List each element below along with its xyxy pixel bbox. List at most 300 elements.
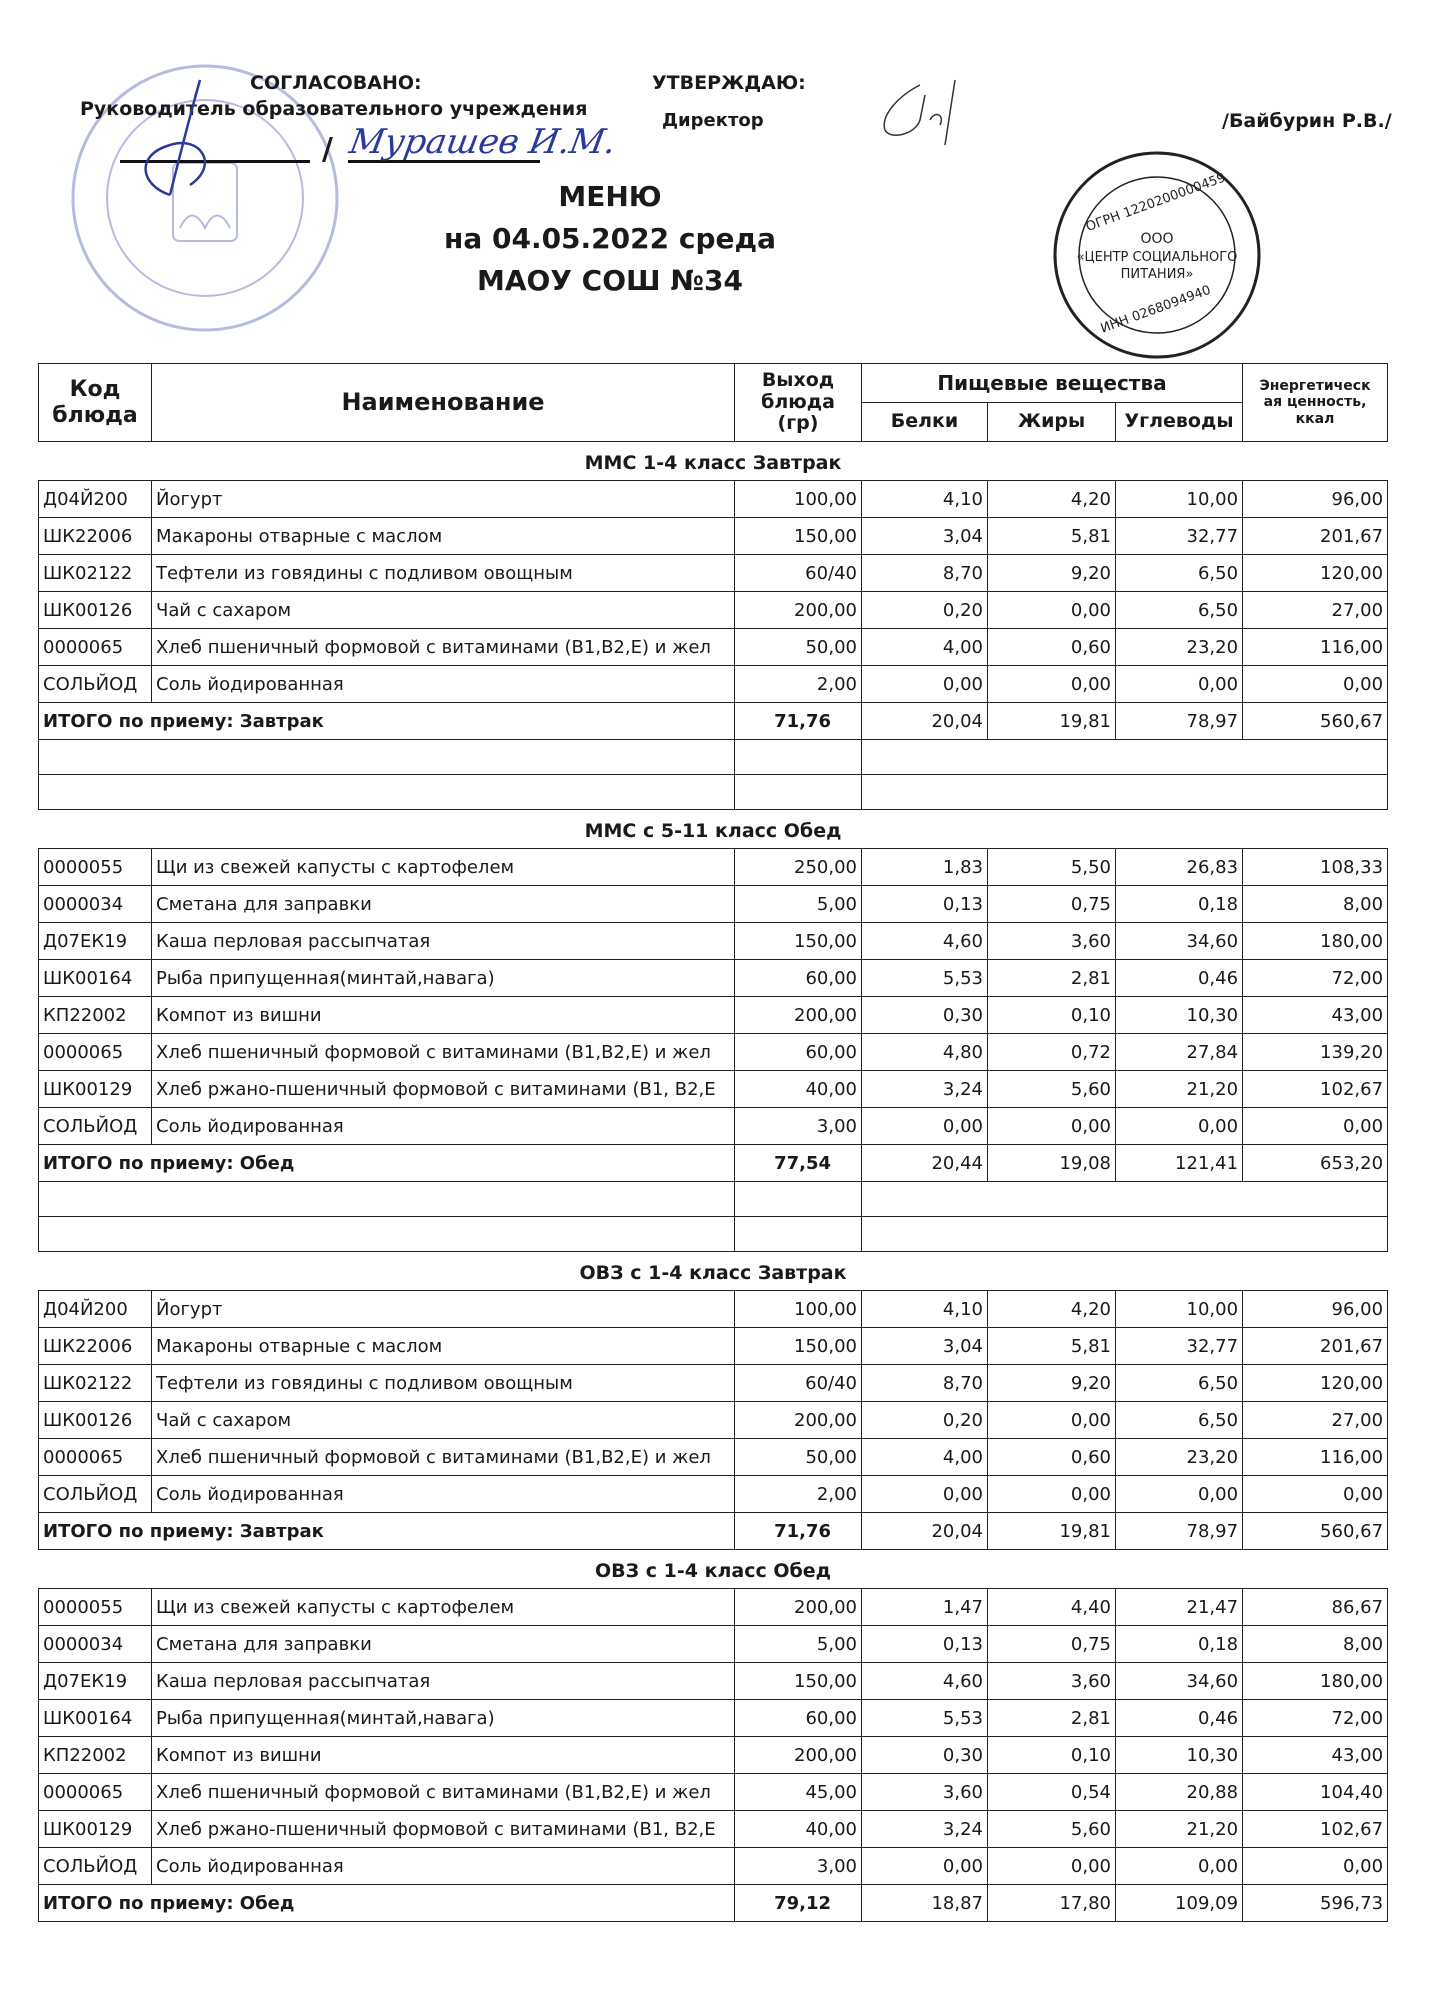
dish-protein: 0,20	[862, 1402, 988, 1439]
dish-name: Макароны отварные с маслом	[152, 1328, 735, 1365]
stamp-inn: ИНН 0268094940	[1098, 282, 1213, 337]
dish-code: СОЛЬЙОД	[39, 1108, 152, 1145]
dish-energy: 43,00	[1243, 997, 1388, 1034]
dish-output: 250,00	[735, 849, 862, 886]
total-row	[39, 1513, 1388, 1550]
dish-energy: 0,00	[1243, 1108, 1388, 1145]
dish-output: 150,00	[735, 923, 862, 960]
dish-code: Д04Й200	[39, 1291, 152, 1328]
dish-name: Каша перловая рассыпчатая	[152, 1663, 735, 1700]
dish-fat: 5,50	[988, 849, 1116, 886]
dish-output: 100,00	[735, 1291, 862, 1328]
approved-label: СОГЛАСОВАНО:	[250, 72, 422, 94]
dish-fat: 4,20	[988, 481, 1116, 518]
dish-code: ШК22006	[39, 518, 152, 555]
dish-protein: 4,10	[862, 1291, 988, 1328]
dish-name: Соль йодированная	[152, 1848, 735, 1885]
blank-cell	[862, 740, 1388, 775]
dish-protein: 4,00	[862, 1439, 988, 1476]
blank-cell	[39, 1182, 735, 1217]
dish-carbs: 10,30	[1116, 997, 1243, 1034]
total-output: 71,76	[735, 1513, 862, 1550]
dish-carbs: 0,18	[1116, 886, 1243, 923]
dish-name: Чай с сахаром	[152, 592, 735, 629]
dish-energy: 139,20	[1243, 1034, 1388, 1071]
header-protein: Белки	[862, 403, 988, 442]
dish-name: Хлеб пшеничный формовой с витаминами (В1,В2,Е) и жел	[152, 629, 735, 666]
dish-fat: 2,81	[988, 960, 1116, 997]
dish-fat: 0,54	[988, 1774, 1116, 1811]
section-title: ММС 1-4 класс Завтрак	[584, 452, 842, 474]
dish-carbs: 10,00	[1116, 1291, 1243, 1328]
confirm-label: УТВЕРЖДАЮ:	[652, 72, 806, 94]
dish-fat: 9,20	[988, 555, 1116, 592]
dish-output: 40,00	[735, 1811, 862, 1848]
approved-role: Руководитель образовательного учреждения	[80, 98, 588, 120]
dish-protein: 0,13	[862, 1626, 988, 1663]
dish-name: Каша перловая рассыпчатая	[152, 923, 735, 960]
dish-code: 0000055	[39, 1589, 152, 1626]
table-row	[39, 1811, 1388, 1848]
total-output: 79,12	[735, 1885, 862, 1922]
dish-energy: 27,00	[1243, 1402, 1388, 1439]
dish-energy: 108,33	[1243, 849, 1388, 886]
dish-output: 60/40	[735, 555, 862, 592]
dish-code: ШК00129	[39, 1811, 152, 1848]
dish-code: ШК00164	[39, 960, 152, 997]
dish-carbs: 21,47	[1116, 1589, 1243, 1626]
header-code: Код блюда	[39, 364, 152, 442]
dish-code: ШК02122	[39, 1365, 152, 1402]
table-row	[39, 1365, 1388, 1402]
dish-fat: 0,10	[988, 1737, 1116, 1774]
total-carbs: 109,09	[1116, 1885, 1243, 1922]
dish-carbs: 32,77	[1116, 518, 1243, 555]
table-row	[39, 1476, 1388, 1513]
blank-cell	[39, 740, 735, 775]
menu-table-body	[39, 442, 1388, 1922]
section-header-row	[39, 442, 1388, 481]
dish-name: Хлеб пшеничный формовой с витаминами (В1,В2,Е) и жел	[152, 1774, 735, 1811]
table-row	[39, 1402, 1388, 1439]
dish-carbs: 23,20	[1116, 1439, 1243, 1476]
dish-carbs: 26,83	[1116, 849, 1243, 886]
dish-output: 2,00	[735, 666, 862, 703]
stamp-org-type: ООО	[1140, 231, 1174, 247]
header-nutrients: Пищевые вещества	[862, 364, 1243, 403]
dish-protein: 3,04	[862, 1328, 988, 1365]
dish-fat: 0,75	[988, 1626, 1116, 1663]
dish-energy: 180,00	[1243, 1663, 1388, 1700]
dish-name: Соль йодированная	[152, 666, 735, 703]
dish-energy: 0,00	[1243, 1848, 1388, 1885]
dish-carbs: 0,46	[1116, 1700, 1243, 1737]
total-label: ИТОГО по приему: Обед	[39, 1145, 735, 1182]
dish-output: 5,00	[735, 886, 862, 923]
dish-code: Д04Й200	[39, 481, 152, 518]
total-output: 71,76	[735, 703, 862, 740]
dish-code: КП22002	[39, 1737, 152, 1774]
dish-output: 200,00	[735, 997, 862, 1034]
director-signature-icon	[870, 75, 980, 150]
total-label: ИТОГО по приему: Завтрак	[39, 703, 735, 740]
dish-carbs: 6,50	[1116, 555, 1243, 592]
dish-fat: 2,81	[988, 1700, 1116, 1737]
dish-output: 150,00	[735, 1328, 862, 1365]
total-energy: 560,67	[1243, 703, 1388, 740]
table-row	[39, 518, 1388, 555]
dish-output: 100,00	[735, 481, 862, 518]
table-row	[39, 1774, 1388, 1811]
dish-protein: 4,10	[862, 481, 988, 518]
dish-output: 150,00	[735, 518, 862, 555]
table-row	[39, 960, 1388, 997]
blank-cell	[39, 1217, 735, 1252]
section-title: ММС с 5-11 класс Обед	[584, 820, 842, 842]
blank-cell	[862, 1217, 1388, 1252]
dish-output: 50,00	[735, 1439, 862, 1476]
header-name: Наименование	[152, 364, 735, 442]
table-row	[39, 1034, 1388, 1071]
dish-name: Компот из вишни	[152, 1737, 735, 1774]
dish-output: 60,00	[735, 1034, 862, 1071]
dish-protein: 1,47	[862, 1589, 988, 1626]
dish-code: ШК22006	[39, 1328, 152, 1365]
section-title: ОВЗ с 1-4 класс Завтрак	[579, 1262, 847, 1284]
stamp-org-name: «ЦЕНТР СОЦИАЛЬНОГО	[1076, 250, 1238, 265]
section-header-row	[39, 1252, 1388, 1291]
menu-table	[38, 363, 1388, 1922]
total-row	[39, 703, 1388, 740]
total-energy: 560,67	[1243, 1513, 1388, 1550]
section-header-row	[39, 810, 1388, 849]
dish-output: 200,00	[735, 1737, 862, 1774]
dish-carbs: 0,18	[1116, 1626, 1243, 1663]
dish-energy: 201,67	[1243, 518, 1388, 555]
dish-name: Макароны отварные с маслом	[152, 518, 735, 555]
dish-fat: 0,00	[988, 1402, 1116, 1439]
table-row	[39, 1108, 1388, 1145]
dish-output: 45,00	[735, 1774, 862, 1811]
dish-carbs: 0,46	[1116, 960, 1243, 997]
dish-code: ШК00129	[39, 1071, 152, 1108]
dish-code: 0000055	[39, 849, 152, 886]
dish-name: Щи из свежей капусты с картофелем	[152, 1589, 735, 1626]
dish-carbs: 0,00	[1116, 666, 1243, 703]
dish-carbs: 0,00	[1116, 1848, 1243, 1885]
table-row	[39, 997, 1388, 1034]
table-row	[39, 1626, 1388, 1663]
handwritten-signature-name: Мурашев И.М.	[346, 122, 620, 162]
dish-fat: 0,10	[988, 997, 1116, 1034]
header-output: Выход блюда (гр)	[735, 364, 862, 442]
table-row	[39, 481, 1388, 518]
dish-code: ШК00164	[39, 1700, 152, 1737]
dish-fat: 0,00	[988, 1108, 1116, 1145]
dish-fat: 5,81	[988, 518, 1116, 555]
table-row	[39, 923, 1388, 960]
dish-output: 2,00	[735, 1476, 862, 1513]
dish-name: Соль йодированная	[152, 1476, 735, 1513]
dish-name: Соль йодированная	[152, 1108, 735, 1145]
dish-energy: 116,00	[1243, 629, 1388, 666]
dish-energy: 120,00	[1243, 1365, 1388, 1402]
dish-protein: 0,20	[862, 592, 988, 629]
dish-energy: 120,00	[1243, 555, 1388, 592]
dish-code: Д07ЕК19	[39, 923, 152, 960]
total-energy: 596,73	[1243, 1885, 1388, 1922]
blank-cell	[735, 1182, 862, 1217]
dish-fat: 0,00	[988, 666, 1116, 703]
dish-name: Щи из свежей капусты с картофелем	[152, 849, 735, 886]
blank-cell	[735, 740, 862, 775]
total-output: 77,54	[735, 1145, 862, 1182]
dish-fat: 0,00	[988, 1848, 1116, 1885]
dish-fat: 9,20	[988, 1365, 1116, 1402]
stamp-org-name-2: ПИТАНИЯ»	[1120, 267, 1194, 282]
signature-separator: /	[322, 132, 333, 167]
dish-fat: 4,20	[988, 1291, 1116, 1328]
dish-fat: 0,00	[988, 1476, 1116, 1513]
dish-protein: 3,60	[862, 1774, 988, 1811]
company-seal-stamp	[1050, 148, 1265, 363]
dish-carbs: 6,50	[1116, 1365, 1243, 1402]
dish-energy: 102,67	[1243, 1071, 1388, 1108]
dish-name: Рыба припущенная(минтай,навага)	[152, 1700, 735, 1737]
dish-code: 0000065	[39, 1439, 152, 1476]
dish-fat: 4,40	[988, 1589, 1116, 1626]
dish-carbs: 34,60	[1116, 923, 1243, 960]
dish-protein: 0,30	[862, 1737, 988, 1774]
signature-icon	[130, 75, 250, 205]
total-energy: 653,20	[1243, 1145, 1388, 1182]
dish-energy: 104,40	[1243, 1774, 1388, 1811]
dish-name: Сметана для заправки	[152, 1626, 735, 1663]
dish-code: ШК00126	[39, 1402, 152, 1439]
dish-name: Компот из вишни	[152, 997, 735, 1034]
header-energy: Энергетическ ая ценность, ккал	[1243, 364, 1388, 442]
table-row	[39, 1589, 1388, 1626]
dish-output: 60,00	[735, 960, 862, 997]
table-row	[39, 886, 1388, 923]
table-row	[39, 1737, 1388, 1774]
dish-name: Тефтели из говядины с подливом овощным	[152, 555, 735, 592]
table-row	[39, 1071, 1388, 1108]
dish-name: Хлеб пшеничный формовой с витаминами (В1,В2,Е) и жел	[152, 1439, 735, 1476]
table-row	[39, 1291, 1388, 1328]
dish-protein: 0,13	[862, 886, 988, 923]
dish-fat: 3,60	[988, 1663, 1116, 1700]
dish-code: Д07ЕК19	[39, 1663, 152, 1700]
dish-energy: 116,00	[1243, 1439, 1388, 1476]
dish-code: СОЛЬЙОД	[39, 1476, 152, 1513]
dish-energy: 96,00	[1243, 481, 1388, 518]
dish-carbs: 6,50	[1116, 1402, 1243, 1439]
dish-energy: 43,00	[1243, 1737, 1388, 1774]
dish-energy: 8,00	[1243, 886, 1388, 923]
dish-protein: 0,00	[862, 1848, 988, 1885]
dish-carbs: 0,00	[1116, 1476, 1243, 1513]
total-carbs: 121,41	[1116, 1145, 1243, 1182]
dish-code: ШК00126	[39, 592, 152, 629]
dish-protein: 5,53	[862, 1700, 988, 1737]
total-carbs: 78,97	[1116, 1513, 1243, 1550]
dish-carbs: 34,60	[1116, 1663, 1243, 1700]
total-label: ИТОГО по приему: Обед	[39, 1885, 735, 1922]
dish-output: 50,00	[735, 629, 862, 666]
dish-code: СОЛЬЙОД	[39, 666, 152, 703]
dish-protein: 0,00	[862, 1476, 988, 1513]
blank-row	[39, 1182, 1388, 1217]
dish-protein: 3,24	[862, 1811, 988, 1848]
dish-energy: 0,00	[1243, 666, 1388, 703]
blank-cell	[862, 775, 1388, 810]
dish-output: 200,00	[735, 1589, 862, 1626]
dish-name: Хлеб пшеничный формовой с витаминами (В1,В2,Е) и жел	[152, 1034, 735, 1071]
total-fat: 19,81	[988, 1513, 1116, 1550]
dish-protein: 0,00	[862, 666, 988, 703]
dish-output: 60,00	[735, 1700, 862, 1737]
document-title: МЕНЮ	[558, 180, 662, 213]
dish-carbs: 10,00	[1116, 481, 1243, 518]
total-fat: 17,80	[988, 1885, 1116, 1922]
dish-fat: 0,75	[988, 886, 1116, 923]
table-row	[39, 592, 1388, 629]
dish-protein: 4,00	[862, 629, 988, 666]
dish-carbs: 32,77	[1116, 1328, 1243, 1365]
dish-output: 5,00	[735, 1626, 862, 1663]
dish-output: 3,00	[735, 1108, 862, 1145]
dish-carbs: 21,20	[1116, 1811, 1243, 1848]
director-role: Директор	[662, 110, 764, 131]
stamp-ogrn: ОГРН 1220200000459	[1083, 170, 1228, 235]
dish-energy: 72,00	[1243, 960, 1388, 997]
dish-carbs: 23,20	[1116, 629, 1243, 666]
dish-fat: 3,60	[988, 923, 1116, 960]
dish-protein: 5,53	[862, 960, 988, 997]
dish-protein: 0,00	[862, 1108, 988, 1145]
dish-energy: 0,00	[1243, 1476, 1388, 1513]
total-label: ИТОГО по приему: Завтрак	[39, 1513, 735, 1550]
blank-row	[39, 740, 1388, 775]
blank-row	[39, 775, 1388, 810]
dish-code: 0000065	[39, 1774, 152, 1811]
dish-name: Йогурт	[152, 1291, 735, 1328]
dish-protein: 3,24	[862, 1071, 988, 1108]
total-row	[39, 1145, 1388, 1182]
dish-energy: 72,00	[1243, 1700, 1388, 1737]
total-row	[39, 1885, 1388, 1922]
dish-output: 3,00	[735, 1848, 862, 1885]
dish-code: КП22002	[39, 997, 152, 1034]
blank-cell	[862, 1182, 1388, 1217]
dish-code: 0000065	[39, 1034, 152, 1071]
dish-code: 0000065	[39, 629, 152, 666]
dish-protein: 3,04	[862, 518, 988, 555]
dish-fat: 0,60	[988, 1439, 1116, 1476]
dish-carbs: 27,84	[1116, 1034, 1243, 1071]
dish-fat: 0,60	[988, 629, 1116, 666]
dish-carbs: 10,30	[1116, 1737, 1243, 1774]
dish-name: Хлеб ржано-пшеничный формовой с витаминами (В1, В2,Е	[152, 1811, 735, 1848]
dish-energy: 86,67	[1243, 1589, 1388, 1626]
dish-energy: 180,00	[1243, 923, 1388, 960]
total-protein: 20,04	[862, 1513, 988, 1550]
blank-cell	[735, 1217, 862, 1252]
total-protein: 20,04	[862, 703, 988, 740]
dish-protein: 8,70	[862, 1365, 988, 1402]
dish-name: Рыба припущенная(минтай,навага)	[152, 960, 735, 997]
dish-fat: 0,72	[988, 1034, 1116, 1071]
dish-name: Йогурт	[152, 481, 735, 518]
table-row	[39, 629, 1388, 666]
dish-carbs: 20,88	[1116, 1774, 1243, 1811]
dish-output: 40,00	[735, 1071, 862, 1108]
dish-output: 200,00	[735, 592, 862, 629]
dish-code: 0000034	[39, 1626, 152, 1663]
dish-protein: 4,60	[862, 923, 988, 960]
dish-protein: 1,83	[862, 849, 988, 886]
dish-energy: 8,00	[1243, 1626, 1388, 1663]
dish-fat: 5,81	[988, 1328, 1116, 1365]
dish-code: СОЛЬЙОД	[39, 1848, 152, 1885]
dish-protein: 4,80	[862, 1034, 988, 1071]
dish-protein: 0,30	[862, 997, 988, 1034]
total-protein: 20,44	[862, 1145, 988, 1182]
dish-energy: 201,67	[1243, 1328, 1388, 1365]
blank-cell	[39, 775, 735, 810]
dish-fat: 5,60	[988, 1071, 1116, 1108]
dish-name: Чай с сахаром	[152, 1402, 735, 1439]
dish-protein: 4,60	[862, 1663, 988, 1700]
dish-carbs: 21,20	[1116, 1071, 1243, 1108]
total-fat: 19,08	[988, 1145, 1116, 1182]
table-row	[39, 555, 1388, 592]
dish-code: 0000034	[39, 886, 152, 923]
table-row	[39, 1848, 1388, 1885]
table-row	[39, 1328, 1388, 1365]
total-fat: 19,81	[988, 703, 1116, 740]
dish-carbs: 0,00	[1116, 1108, 1243, 1145]
dish-name: Тефтели из говядины с подливом овощным	[152, 1365, 735, 1402]
blank-cell	[735, 775, 862, 810]
table-row	[39, 666, 1388, 703]
header-carbs: Углеводы	[1116, 403, 1243, 442]
section-title: ОВЗ с 1-4 класс Обед	[595, 1560, 832, 1582]
dish-fat: 5,60	[988, 1811, 1116, 1848]
dish-code: ШК02122	[39, 555, 152, 592]
blank-row	[39, 1217, 1388, 1252]
table-row	[39, 1439, 1388, 1476]
table-row	[39, 1663, 1388, 1700]
dish-output: 150,00	[735, 1663, 862, 1700]
section-header-row	[39, 1550, 1388, 1589]
table-row	[39, 849, 1388, 886]
director-name: /Байбурин Р.В./	[1222, 110, 1392, 132]
dish-output: 60/40	[735, 1365, 862, 1402]
dish-fat: 0,00	[988, 592, 1116, 629]
menu-date: на 04.05.2022 среда	[443, 222, 776, 255]
header-fat: Жиры	[988, 403, 1116, 442]
school-name: МАОУ СОШ №34	[476, 264, 743, 297]
dish-energy: 102,67	[1243, 1811, 1388, 1848]
dish-output: 200,00	[735, 1402, 862, 1439]
dish-protein: 8,70	[862, 555, 988, 592]
table-row	[39, 1700, 1388, 1737]
dish-name: Сметана для заправки	[152, 886, 735, 923]
dish-energy: 27,00	[1243, 592, 1388, 629]
total-carbs: 78,97	[1116, 703, 1243, 740]
